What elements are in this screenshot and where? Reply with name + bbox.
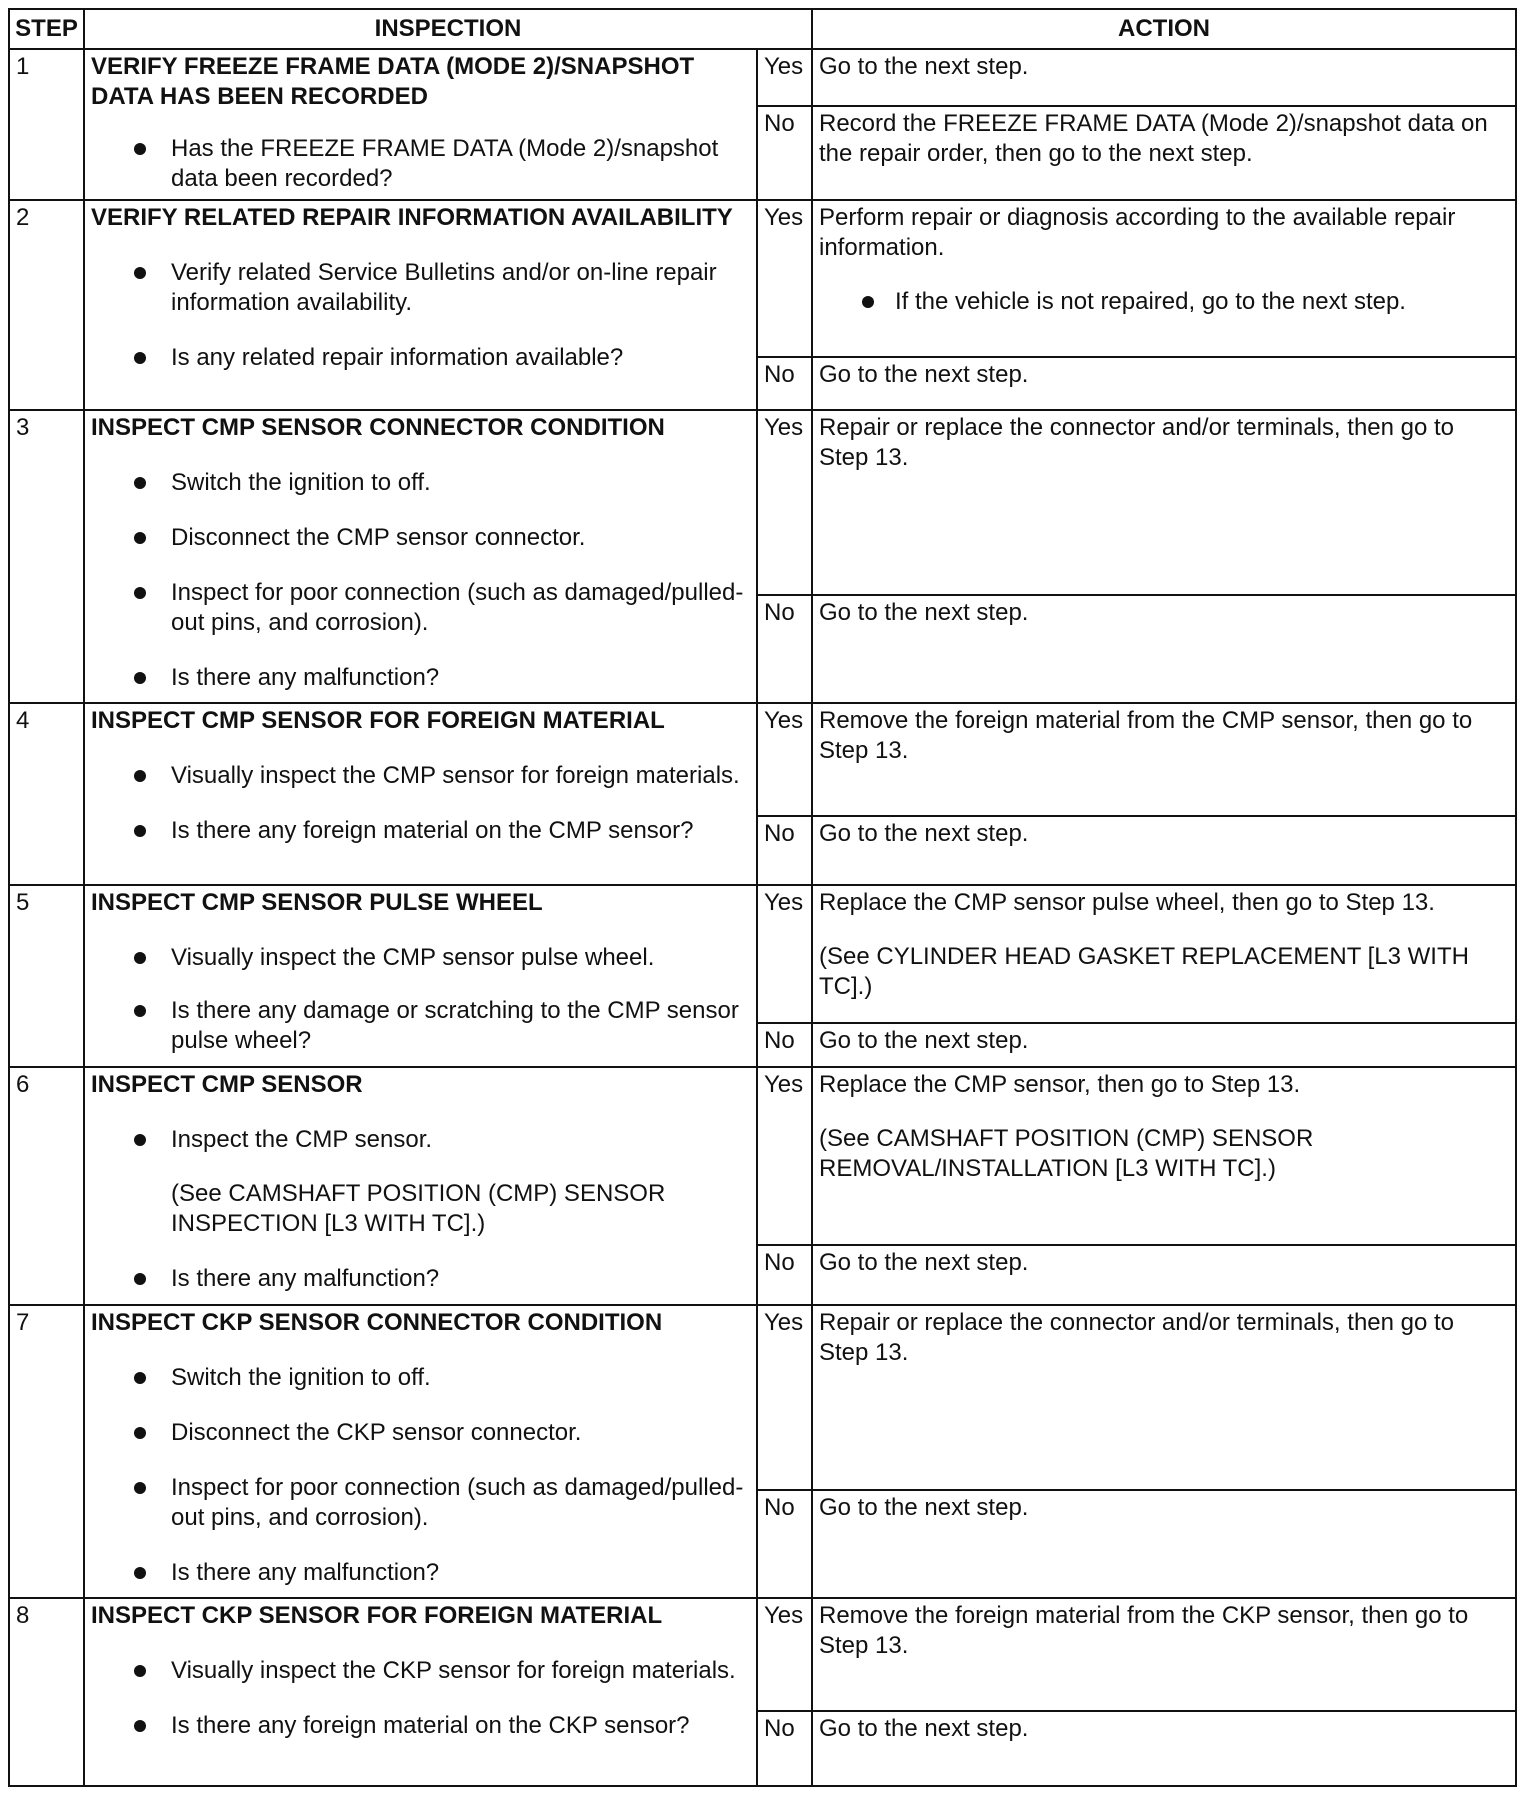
yes-action: Remove the foreign material from the CKP sensor, then go to Step 13. (812, 1598, 1516, 1711)
no-label: No (757, 595, 812, 703)
inspection-title: INSPECT CKP SENSOR CONNECTOR CONDITION (91, 1309, 663, 1336)
no-action: Go to the next step. (812, 357, 1516, 410)
no-action: Go to the next step. (812, 1711, 1516, 1786)
inspection-cell (84, 1598, 757, 1786)
inspection-bullet: Visually inspect the CMP sensor for foreign materials. (91, 761, 750, 791)
header-action: ACTION (812, 9, 1516, 49)
no-action: Go to the next step. (812, 816, 1516, 885)
no-label: No (757, 1711, 812, 1786)
inspection-bullet: Visually inspect the CKP sensor for foreign materials. (91, 1656, 750, 1686)
yes-action: Remove the foreign material from the CMP sensor, then go to Step 13. (812, 703, 1516, 816)
inspection-title: INSPECT CMP SENSOR (91, 1071, 363, 1098)
inspection-cell (84, 1067, 757, 1305)
diagnostic-procedure-table (8, 8, 1517, 1787)
yes-label: Yes (757, 200, 812, 357)
inspection-bullet: Is there any foreign material on the CKP sensor? (91, 1711, 750, 1741)
inspection-bullet: Is there any malfunction? (91, 1264, 750, 1294)
step-number: 2 (9, 200, 84, 410)
yes-label: Yes (757, 1305, 812, 1490)
inspection-cell (84, 410, 757, 703)
yes-action: Perform repair or diagnosis according to the available repair information. (819, 204, 1456, 261)
yes-label: Yes (757, 885, 812, 1023)
yes-label: Yes (757, 703, 812, 816)
yes-action-cell (812, 885, 1516, 1023)
yes-label: Yes (757, 1598, 812, 1711)
step-number: 1 (9, 49, 84, 200)
header-inspection: INSPECTION (84, 9, 812, 49)
inspection-cell (84, 200, 757, 410)
inspection-bullet: Visually inspect the CMP sensor pulse wheel. (91, 943, 750, 973)
yes-label: Yes (757, 1067, 812, 1245)
step-number: 4 (9, 703, 84, 885)
inspection-cell (84, 703, 757, 885)
inspection-title: INSPECT CKP SENSOR FOR FOREIGN MATERIAL (91, 1602, 663, 1629)
header-step: STEP (9, 9, 84, 49)
inspection-title: INSPECT CMP SENSOR PULSE WHEEL (91, 889, 543, 916)
inspection-bullet: Is there any damage or scratching to the CMP sensor pulse wheel? (91, 996, 750, 1056)
inspection-bullet: Is there any foreign material on the CMP sensor? (91, 816, 750, 846)
step-3-yes-row (9, 410, 1516, 595)
inspection-bullet: Inspect for poor connection (such as damaged/pulled-out pins, and corrosion). (91, 578, 750, 638)
yes-action-bullet: If the vehicle is not repaired, go to the next step. (819, 287, 1509, 317)
no-action: Record the FREEZE FRAME DATA (Mode 2)/snapshot data on the repair order, then go to the next step. (812, 106, 1516, 200)
step-number: 3 (9, 410, 84, 703)
step-8-yes-row (9, 1598, 1516, 1711)
inspection-note: (See CAMSHAFT POSITION (CMP) SENSOR INSPECTION [L3 WITH TC].) (171, 1180, 666, 1237)
inspection-title: INSPECT CMP SENSOR FOR FOREIGN MATERIAL (91, 707, 665, 734)
no-label: No (757, 1490, 812, 1598)
yes-action: Replace the CMP sensor pulse wheel, then go to Step 13. (819, 889, 1435, 916)
inspection-bullet: Verify related Service Bulletins and/or on-line repair information availability. (91, 258, 750, 318)
step-number: 6 (9, 1067, 84, 1305)
yes-action-note: (See CAMSHAFT POSITION (CMP) SENSOR REMOVAL/INSTALLATION [L3 WITH TC].) (819, 1125, 1314, 1182)
inspection-title: VERIFY FREEZE FRAME DATA (MODE 2)/SNAPSHOT DATA HAS BEEN RECORDED (91, 53, 695, 110)
step-number: 7 (9, 1305, 84, 1598)
inspection-bullet: Is any related repair information available? (91, 343, 750, 373)
yes-action-cell (812, 1067, 1516, 1245)
no-action: Go to the next step. (812, 1490, 1516, 1598)
step-number: 8 (9, 1598, 84, 1786)
step-1-yes-row (9, 49, 1516, 106)
step-5-yes-row (9, 885, 1516, 1023)
inspection-bullet: Inspect the CMP sensor. (91, 1125, 750, 1155)
inspection-title: VERIFY RELATED REPAIR INFORMATION AVAILABILITY (91, 204, 733, 231)
no-label: No (757, 106, 812, 200)
inspection-title: INSPECT CMP SENSOR CONNECTOR CONDITION (91, 414, 665, 441)
step-6-yes-row (9, 1067, 1516, 1245)
inspection-cell (84, 885, 757, 1067)
step-7-yes-row (9, 1305, 1516, 1490)
step-number: 5 (9, 885, 84, 1067)
yes-action-cell (812, 200, 1516, 357)
inspection-bullet: Switch the ignition to off. (91, 1363, 750, 1393)
yes-label: Yes (757, 49, 812, 106)
table-header-row (9, 9, 1516, 49)
inspection-bullet: Is there any malfunction? (91, 1558, 750, 1588)
yes-action-note: (See CYLINDER HEAD GASKET REPLACEMENT [L3 WITH TC].) (819, 943, 1469, 1000)
yes-action: Replace the CMP sensor, then go to Step 13. (819, 1071, 1301, 1098)
no-action: Go to the next step. (812, 1245, 1516, 1305)
inspection-bullet: Has the FREEZE FRAME DATA (Mode 2)/snapshot data been recorded? (91, 134, 750, 194)
inspection-bullet: Inspect for poor connection (such as damaged/pulled-out pins, and corrosion). (91, 1473, 750, 1533)
step-4-yes-row (9, 703, 1516, 816)
no-action: Go to the next step. (812, 595, 1516, 703)
no-label: No (757, 816, 812, 885)
inspection-bullet: Is there any malfunction? (91, 663, 750, 693)
yes-action: Go to the next step. (812, 49, 1516, 106)
inspection-bullet: Disconnect the CMP sensor connector. (91, 523, 750, 553)
no-label: No (757, 1023, 812, 1067)
no-label: No (757, 357, 812, 410)
inspection-cell (84, 49, 757, 200)
step-2-yes-row (9, 200, 1516, 357)
no-label: No (757, 1245, 812, 1305)
inspection-cell (84, 1305, 757, 1598)
yes-action: Repair or replace the connector and/or terminals, then go to Step 13. (812, 1305, 1516, 1490)
inspection-bullet: Switch the ignition to off. (91, 468, 750, 498)
yes-action: Repair or replace the connector and/or terminals, then go to Step 13. (812, 410, 1516, 595)
no-action: Go to the next step. (812, 1023, 1516, 1067)
yes-label: Yes (757, 410, 812, 595)
inspection-bullet: Disconnect the CKP sensor connector. (91, 1418, 750, 1448)
